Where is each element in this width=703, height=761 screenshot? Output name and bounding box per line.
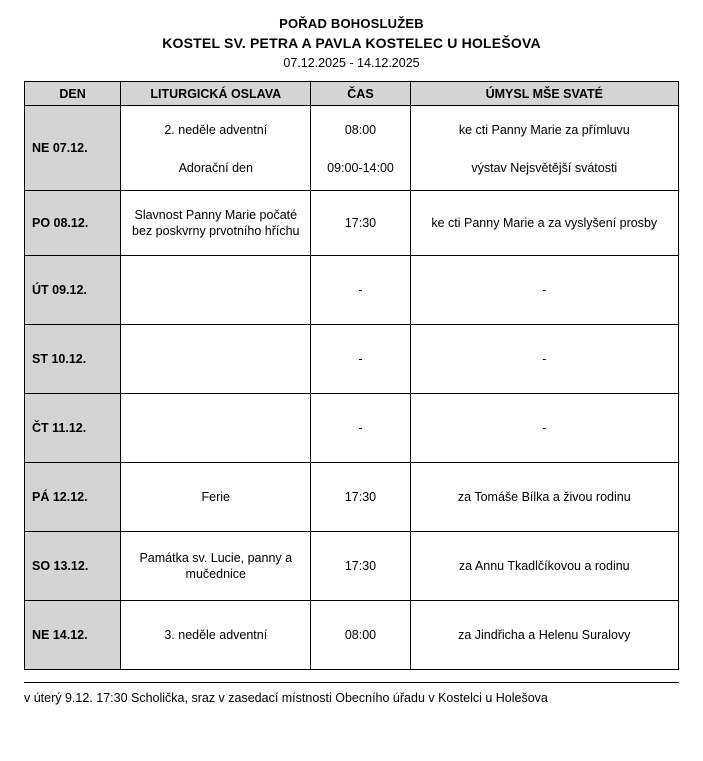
cell-celebration: Památka sv. Lucie, panny a mučednice [121, 532, 311, 601]
table-row [25, 325, 679, 394]
cell-intention [410, 106, 678, 191]
cell-day: ÚT 09.12. [25, 256, 121, 325]
cell-celebration [121, 325, 311, 394]
cell-time [311, 106, 410, 191]
table-row [25, 191, 679, 256]
cell-celebration [121, 256, 311, 325]
cell-celebration-top: 2. neděle adventní [164, 123, 268, 137]
cell-celebration: Ferie [121, 463, 311, 532]
cell-intention: - [410, 394, 678, 463]
cell-time: 17:30 [311, 463, 410, 532]
cell-intention: ke cti Panny Marie a za vyslyšení prosby [410, 191, 678, 256]
cell-day: NE 14.12. [25, 601, 121, 670]
cell-day: ČT 11.12. [25, 394, 121, 463]
table-header-row [25, 82, 679, 106]
column-header-day: DEN [25, 82, 121, 106]
cell-intention-top: ke cti Panny Marie za přímluvu [458, 123, 630, 137]
table-row [25, 532, 679, 601]
footer-note: v úterý 9.12. 17:30 Scholička, sraz v zasedací místnosti Obecního úřadu v Kostelci u Holešova [24, 682, 679, 708]
cell-celebration-bottom: Adorační den [178, 161, 253, 175]
table-row [25, 601, 679, 670]
cell-day: PÁ 12.12. [25, 463, 121, 532]
cell-day: NE 07.12. [25, 106, 121, 191]
column-header-celebration: LITURGICKÁ OSLAVA [121, 82, 311, 106]
cell-intention: za Jindřicha a Helenu Suralovy [410, 601, 678, 670]
cell-time: 17:30 [311, 191, 410, 256]
schedule-table [24, 81, 679, 670]
table-body [25, 106, 679, 670]
cell-celebration: 3. neděle adventní [121, 601, 311, 670]
cell-intention: - [410, 325, 678, 394]
cell-celebration [121, 394, 311, 463]
cell-time: 08:00 [311, 601, 410, 670]
document-title: POŘAD BOHOSLUŽEB [279, 16, 424, 31]
cell-time: - [311, 325, 410, 394]
date-range: 07.12.2025 - 14.12.2025 [283, 56, 420, 70]
cell-intention: za Tomáše Bílka a živou rodinu [410, 463, 678, 532]
cell-day: SO 13.12. [25, 532, 121, 601]
table-row [25, 394, 679, 463]
cell-time: - [311, 256, 410, 325]
cell-time: 17:30 [311, 532, 410, 601]
document-subtitle: KOSTEL SV. PETRA A PAVLA KOSTELEC U HOLEŠOVA [162, 35, 541, 51]
document-header [22, 16, 681, 70]
cell-day: ST 10.12. [25, 325, 121, 394]
table-row [25, 106, 679, 191]
cell-day: PO 08.12. [25, 191, 121, 256]
table-row [25, 256, 679, 325]
cell-time-top: 08:00 [344, 123, 377, 137]
cell-time: - [311, 394, 410, 463]
table-row [25, 463, 679, 532]
cell-celebration: Slavnost Panny Marie počaté bez poskvrny prvotního hříchu [121, 191, 311, 256]
cell-celebration [121, 106, 311, 191]
cell-intention-bottom: výstav Nejsvětější svátosti [471, 161, 618, 175]
column-header-time: ČAS [311, 82, 410, 106]
cell-intention: - [410, 256, 678, 325]
cell-time-bottom: 09:00-14:00 [327, 161, 394, 175]
cell-intention: za Annu Tkadlčíkovou a rodinu [410, 532, 678, 601]
table-header [25, 82, 679, 106]
column-header-intention: ÚMYSL MŠE SVATÉ [410, 82, 678, 106]
